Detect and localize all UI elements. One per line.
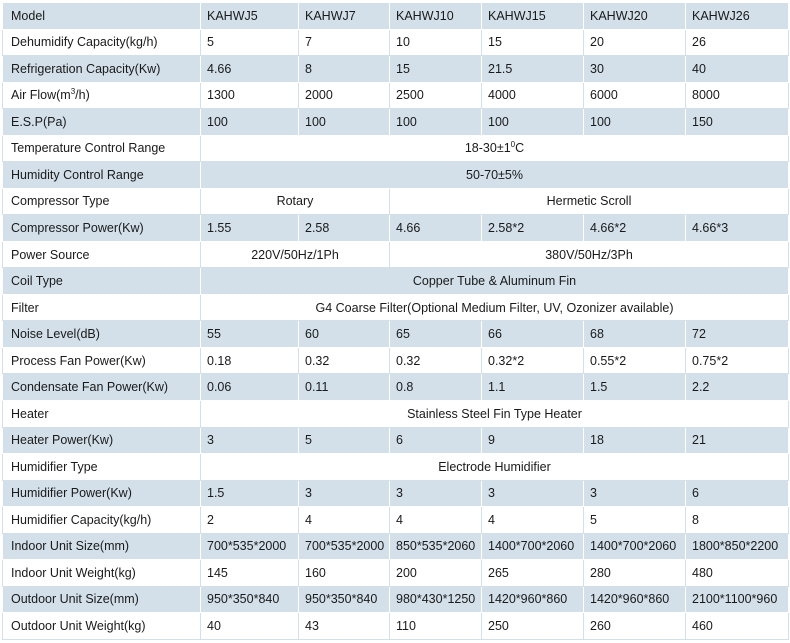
cell-value-merged: 380V/50Hz/3Ph xyxy=(390,241,789,268)
cell-value: 1.55 xyxy=(201,215,299,242)
cell-value: 265 xyxy=(482,560,584,587)
row-label: Compressor Power(Kw) xyxy=(3,215,201,242)
row-label: Dehumidify Capacity(kg/h) xyxy=(3,29,201,56)
row-label: Noise Level(dB) xyxy=(3,321,201,348)
cell-value: 5 xyxy=(201,29,299,56)
cell-value: 1800*850*2200 xyxy=(686,533,789,560)
cell-value: 3 xyxy=(390,480,482,507)
row-label: Condensate Fan Power(Kw) xyxy=(3,374,201,401)
label-text: /h) xyxy=(75,88,90,103)
row-label: Refrigeration Capacity(Kw) xyxy=(3,56,201,83)
row-label: Heater xyxy=(3,400,201,427)
cell-value: 65 xyxy=(390,321,482,348)
cell-value: 4000 xyxy=(482,82,584,109)
spec-row-outdoor-size xyxy=(3,586,789,613)
cell-value-merged: Copper Tube & Aluminum Fin xyxy=(201,268,789,295)
cell-value: 0.18 xyxy=(201,347,299,374)
cell-value: 1.5 xyxy=(201,480,299,507)
row-label: Heater Power(Kw) xyxy=(3,427,201,454)
cell-value: 40 xyxy=(201,613,299,640)
cell-value: 480 xyxy=(686,560,789,587)
row-label: Model xyxy=(3,3,201,30)
cell-value: 10 xyxy=(390,29,482,56)
spec-row-heater xyxy=(3,400,789,427)
spec-row-compressor-type xyxy=(3,188,789,215)
spec-row-humidity-range xyxy=(3,162,789,189)
spec-row-refrigeration xyxy=(3,56,789,83)
cell-value-merged: 50-70±5% xyxy=(201,162,789,189)
spec-row-filter xyxy=(3,294,789,321)
cell-value: 55 xyxy=(201,321,299,348)
cell-value: 26 xyxy=(686,29,789,56)
cell-value: 260 xyxy=(584,613,686,640)
cell-value: 1.5 xyxy=(584,374,686,401)
value-text: C xyxy=(515,141,525,156)
cell-value-merged: Stainless Steel Fin Type Heater xyxy=(201,400,789,427)
cell-value: 4 xyxy=(299,507,390,534)
model-name: KAHWJ7 xyxy=(299,3,390,30)
model-name: KAHWJ5 xyxy=(201,3,299,30)
row-label: Power Source xyxy=(3,241,201,268)
cell-value: 5 xyxy=(584,507,686,534)
cell-value: 2.58 xyxy=(299,215,390,242)
cell-value: 8000 xyxy=(686,82,789,109)
cell-value: 1420*960*860 xyxy=(584,586,686,613)
cell-value: 66 xyxy=(482,321,584,348)
spec-row-coil-type xyxy=(3,268,789,295)
row-label: Compressor Type xyxy=(3,188,201,215)
cell-value: 2.2 xyxy=(686,374,789,401)
cell-value: 2000 xyxy=(299,82,390,109)
cell-value: 700*535*2000 xyxy=(201,533,299,560)
row-label: Temperature Control Range xyxy=(3,135,201,162)
spec-row-noise xyxy=(3,321,789,348)
cell-value: 60 xyxy=(299,321,390,348)
model-name: KAHWJ15 xyxy=(482,3,584,30)
cell-value: 9 xyxy=(482,427,584,454)
row-label: Outdoor Unit Size(mm) xyxy=(3,586,201,613)
cell-value: 0.55*2 xyxy=(584,347,686,374)
spec-row-humidifier-power xyxy=(3,480,789,507)
model-name: KAHWJ26 xyxy=(686,3,789,30)
header-row xyxy=(3,3,789,30)
cell-value-merged: Hermetic Scroll xyxy=(390,188,789,215)
cell-value: 5 xyxy=(299,427,390,454)
cell-value: 7 xyxy=(299,29,390,56)
cell-value-merged: Rotary xyxy=(201,188,390,215)
cell-value: 6 xyxy=(390,427,482,454)
spec-row-esp xyxy=(3,109,789,136)
cell-value: 3 xyxy=(201,427,299,454)
spec-row-heater-power xyxy=(3,427,789,454)
cell-value: 150 xyxy=(686,109,789,136)
cell-value: 460 xyxy=(686,613,789,640)
cell-value: 21 xyxy=(686,427,789,454)
superscript: 0 xyxy=(510,140,516,150)
cell-value: 100 xyxy=(390,109,482,136)
value-text: 18-30±1 xyxy=(464,141,511,156)
cell-value: 0.8 xyxy=(390,374,482,401)
spec-row-indoor-size xyxy=(3,533,789,560)
cell-value: 0.11 xyxy=(299,374,390,401)
row-label: Humidifier Capacity(kg/h) xyxy=(3,507,201,534)
spec-table xyxy=(2,2,789,640)
cell-value: 1420*960*860 xyxy=(482,586,584,613)
cell-value: 145 xyxy=(201,560,299,587)
row-label: Outdoor Unit Weight(kg) xyxy=(3,613,201,640)
cell-value: 43 xyxy=(299,613,390,640)
cell-value: 40 xyxy=(686,56,789,83)
cell-value: 2.58*2 xyxy=(482,215,584,242)
spec-row-process-fan xyxy=(3,347,789,374)
cell-value: 4.66 xyxy=(390,215,482,242)
cell-value: 980*430*1250 xyxy=(390,586,482,613)
cell-value: 100 xyxy=(482,109,584,136)
cell-value: 0.32 xyxy=(390,347,482,374)
cell-value-merged: G4 Coarse Filter(Optional Medium Filter, UV, Ozonizer available) xyxy=(201,294,789,321)
cell-value: 4.66*3 xyxy=(686,215,789,242)
row-label: Process Fan Power(Kw) xyxy=(3,347,201,374)
cell-value: 950*350*840 xyxy=(201,586,299,613)
cell-value: 4 xyxy=(482,507,584,534)
spec-row-condensate-fan xyxy=(3,374,789,401)
cell-value: 0.06 xyxy=(201,374,299,401)
cell-value: 2 xyxy=(201,507,299,534)
cell-value: 2100*1100*960 xyxy=(686,586,789,613)
cell-value: 18 xyxy=(584,427,686,454)
cell-value: 4.66*2 xyxy=(584,215,686,242)
cell-value-merged: Electrode Humidifier xyxy=(201,454,789,481)
spec-row-humidifier-capacity xyxy=(3,507,789,534)
cell-value: 280 xyxy=(584,560,686,587)
cell-value: 1400*700*2060 xyxy=(482,533,584,560)
cell-value: 1.1 xyxy=(482,374,584,401)
spec-row-dehumidify xyxy=(3,29,789,56)
row-label: Humidifier Type xyxy=(3,454,201,481)
cell-value: 6000 xyxy=(584,82,686,109)
spec-row-indoor-weight xyxy=(3,560,789,587)
cell-value: 8 xyxy=(686,507,789,534)
cell-value: 160 xyxy=(299,560,390,587)
row-label: Coil Type xyxy=(3,268,201,295)
cell-value: 8 xyxy=(299,56,390,83)
cell-value: 0.32*2 xyxy=(482,347,584,374)
cell-value: 100 xyxy=(299,109,390,136)
row-label: Indoor Unit Size(mm) xyxy=(3,533,201,560)
model-name: KAHWJ10 xyxy=(390,3,482,30)
cell-value-merged xyxy=(201,135,789,162)
cell-value: 950*350*840 xyxy=(299,586,390,613)
cell-value: 68 xyxy=(584,321,686,348)
cell-value: 30 xyxy=(584,56,686,83)
cell-value: 15 xyxy=(482,29,584,56)
row-label xyxy=(3,82,201,109)
spec-row-outdoor-weight xyxy=(3,613,789,640)
cell-value: 0.32 xyxy=(299,347,390,374)
cell-value: 0.75*2 xyxy=(686,347,789,374)
cell-value: 20 xyxy=(584,29,686,56)
cell-value: 700*535*2000 xyxy=(299,533,390,560)
cell-value: 200 xyxy=(390,560,482,587)
cell-value: 4.66 xyxy=(201,56,299,83)
spec-row-compressor-power xyxy=(3,215,789,242)
spec-row-airflow xyxy=(3,82,789,109)
cell-value: 1300 xyxy=(201,82,299,109)
row-label: Humidifier Power(Kw) xyxy=(3,480,201,507)
cell-value: 250 xyxy=(482,613,584,640)
cell-value: 21.5 xyxy=(482,56,584,83)
cell-value: 110 xyxy=(390,613,482,640)
superscript: 3 xyxy=(70,87,76,97)
spec-row-power-source xyxy=(3,241,789,268)
cell-value: 100 xyxy=(584,109,686,136)
cell-value: 3 xyxy=(482,480,584,507)
cell-value: 1400*700*2060 xyxy=(584,533,686,560)
cell-value: 4 xyxy=(390,507,482,534)
label-text: Air Flow(m xyxy=(11,88,71,103)
model-name: KAHWJ20 xyxy=(584,3,686,30)
row-label: Indoor Unit Weight(kg) xyxy=(3,560,201,587)
cell-value: 15 xyxy=(390,56,482,83)
cell-value-merged: 220V/50Hz/1Ph xyxy=(201,241,390,268)
row-label: Filter xyxy=(3,294,201,321)
spec-row-temp-range xyxy=(3,135,789,162)
cell-value: 3 xyxy=(299,480,390,507)
cell-value: 2500 xyxy=(390,82,482,109)
cell-value: 3 xyxy=(584,480,686,507)
row-label: Humidity Control Range xyxy=(3,162,201,189)
cell-value: 100 xyxy=(201,109,299,136)
cell-value: 72 xyxy=(686,321,789,348)
row-label: E.S.P(Pa) xyxy=(3,109,201,136)
cell-value: 6 xyxy=(686,480,789,507)
spec-row-humidifier-type xyxy=(3,454,789,481)
cell-value: 850*535*2060 xyxy=(390,533,482,560)
